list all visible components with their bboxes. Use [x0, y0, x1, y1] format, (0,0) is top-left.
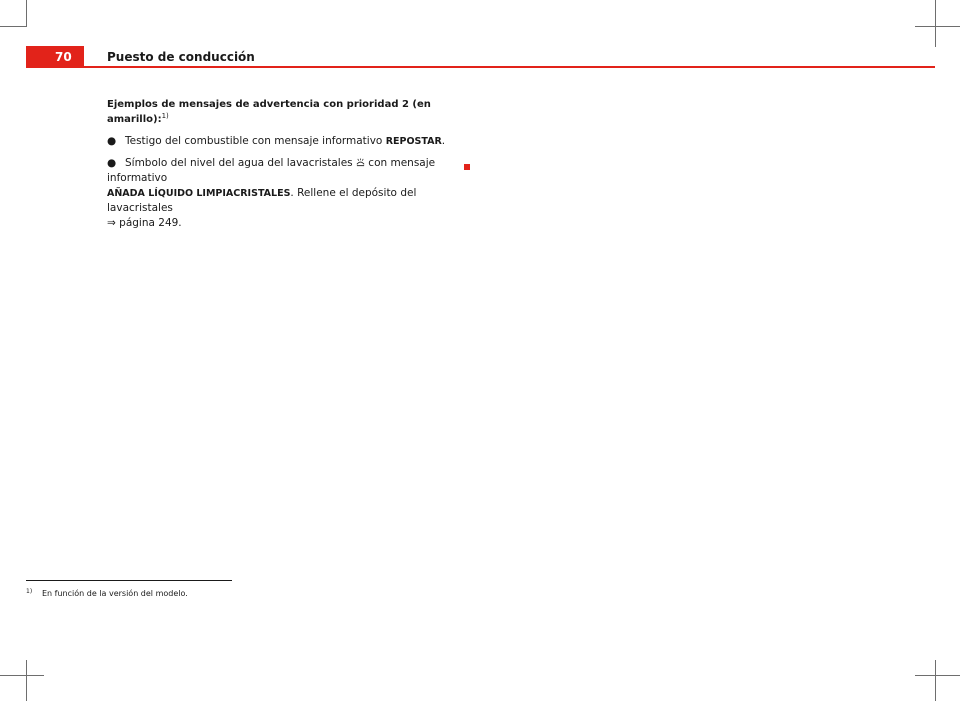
crop-mark — [935, 660, 936, 701]
crop-mark — [935, 0, 936, 47]
crop-mark — [915, 26, 960, 27]
item-after: . Rellene el depósito del lavacristales — [107, 187, 417, 214]
bullet-icon: ● — [107, 135, 117, 147]
list-item — [107, 134, 467, 149]
washer-fluid-icon — [356, 158, 365, 167]
bullet-icon: ● — [107, 157, 117, 169]
crop-mark — [26, 0, 27, 27]
content-heading — [107, 97, 467, 127]
footnote-rule — [26, 580, 232, 581]
page-reference-link[interactable]: página 249. — [115, 217, 182, 229]
footnote-text: En función de la versión del modelo. — [42, 589, 188, 598]
reference-arrow-icon: ⇒ — [107, 217, 116, 229]
crop-mark — [26, 660, 27, 701]
item-after: . — [441, 135, 446, 147]
item-text: Testigo del combustible con mensaje informativo — [125, 135, 386, 147]
item-text: Símbolo del nivel del agua del lavacristales — [125, 157, 356, 169]
crop-mark — [915, 675, 960, 676]
section-end-mark — [464, 164, 470, 170]
section-title: Puesto de conducción — [107, 50, 255, 64]
crop-mark — [0, 26, 27, 27]
item-message: REPOSTAR — [385, 136, 442, 147]
main-content — [107, 97, 467, 238]
list-item — [107, 156, 467, 231]
heading-text: Ejemplos de mensajes de advertencia con prioridad 2 (en amarillo): — [107, 99, 431, 125]
item-message: AÑADA LÍQUIDO LIMPIACRISTALES — [107, 188, 291, 199]
header-rule — [84, 66, 935, 68]
footnote: 1) En función de la versión del modelo. — [26, 588, 188, 598]
crop-mark — [0, 675, 44, 676]
footnote-ref: 1) — [161, 112, 169, 120]
page-number: 70 — [55, 50, 72, 64]
item-text-after-icon: con mensaje informativo — [107, 157, 436, 184]
